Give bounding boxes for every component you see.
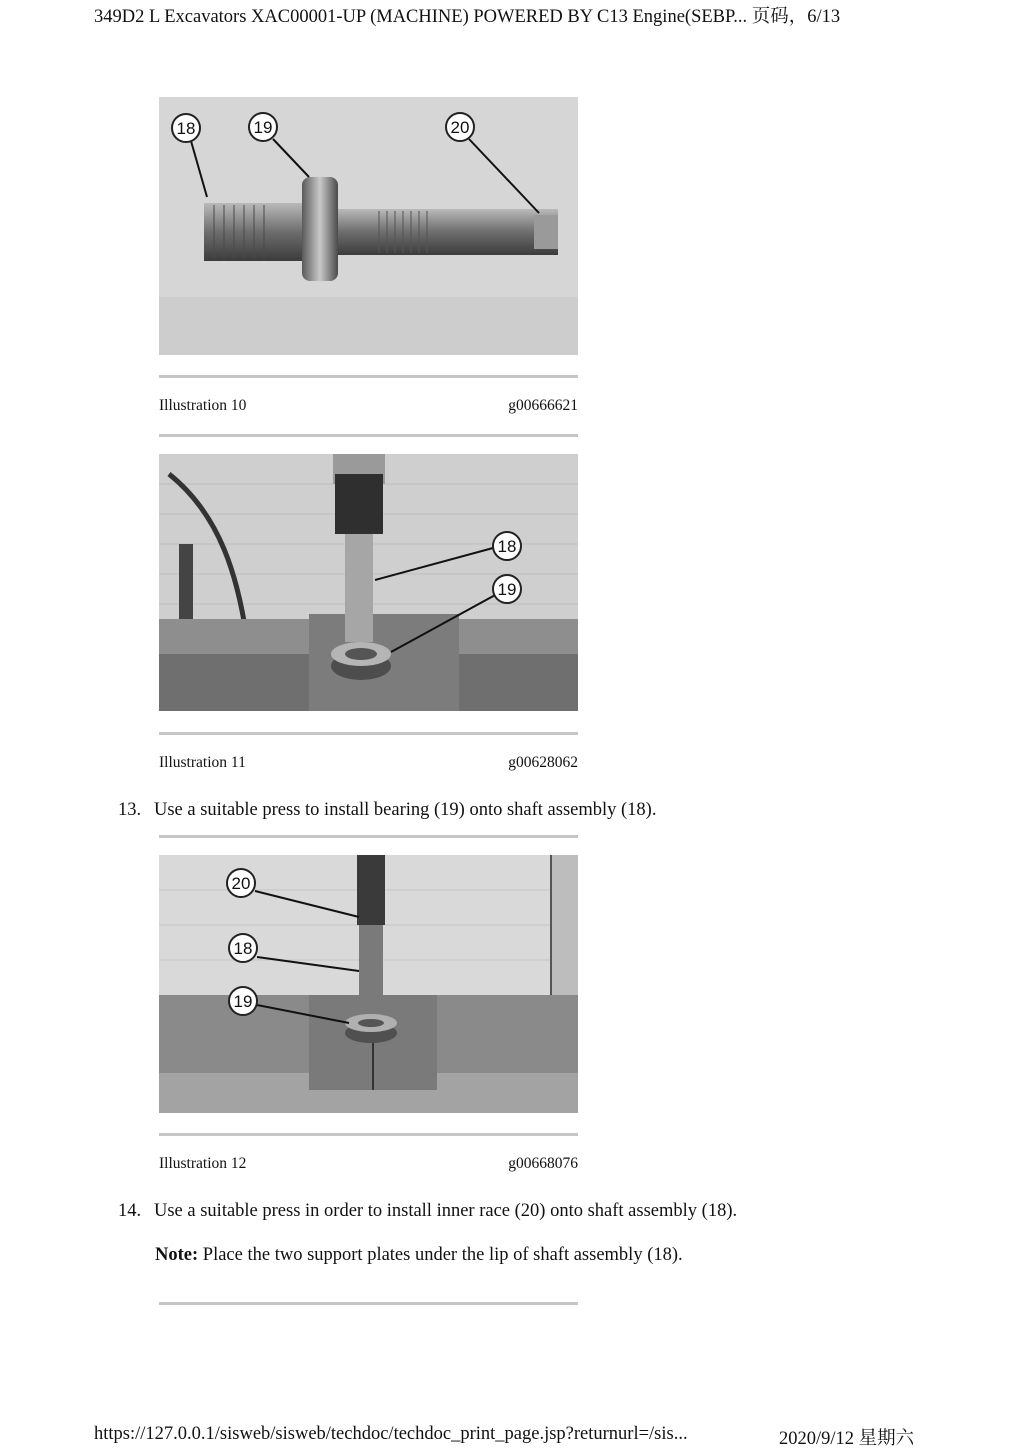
page-header-title: 349D2 L Excavators XAC00001-UP (MACHINE) POWERED BY C13 Engine(SEBP... 页码，6/13 [94, 7, 841, 27]
callout-18 [493, 532, 521, 560]
step-13 [118, 800, 978, 821]
svg-text:20: 20 [450, 118, 470, 137]
svg-text:19: 19 [497, 580, 517, 599]
caption-label: Illustration 12 [159, 1155, 247, 1172]
caption-label: Illustration 11 [159, 754, 246, 771]
caption-id: g00666621 [508, 397, 578, 414]
step-text: Use a suitable press in order to install inner race (20) onto shaft assembly (18). [154, 1201, 738, 1221]
callout-18 [229, 934, 257, 962]
note-label: Note: [155, 1245, 199, 1265]
note [155, 1245, 975, 1266]
footer-url: https://127.0.0.1/sisweb/sisweb/techdoc/techdoc_print_page.jsp?returnurl=/sis... [94, 1424, 688, 1444]
section-rule [159, 1302, 578, 1305]
svg-text:20: 20 [231, 874, 251, 893]
callout-19 [229, 987, 257, 1015]
svg-text:18: 18 [497, 537, 517, 556]
illustration-12-photo [159, 855, 578, 1113]
caption-rule-top [159, 1133, 578, 1136]
callout-19 [249, 113, 277, 141]
illustration-10-photo [159, 97, 578, 355]
caption-rule-top [159, 732, 578, 735]
step-number: 14. [118, 1201, 142, 1221]
svg-text:18: 18 [233, 939, 253, 958]
callout-18 [172, 114, 200, 142]
callout-20 [227, 869, 255, 897]
note-text: Place the two support plates under the lip of shaft assembly (18). [198, 1245, 683, 1265]
footer-date: 2020/9/12 星期六 [779, 1429, 915, 1449]
callout-19 [493, 575, 521, 603]
step-number: 13. [118, 800, 142, 820]
page-footer [94, 1424, 994, 1448]
illustration-11-photo [159, 454, 578, 711]
caption-id: g00628062 [508, 754, 578, 771]
step-text: Use a suitable press to install bearing (19) onto shaft assembly (18). [154, 800, 657, 820]
svg-text:19: 19 [253, 118, 273, 137]
illustration-11-caption [159, 754, 578, 774]
caption-rule-bottom [159, 434, 578, 437]
figure-rule-top [159, 835, 578, 838]
illustration-10-caption [159, 397, 578, 417]
page-header [94, 2, 994, 28]
illustration-12-caption [159, 1155, 578, 1175]
step-14 [118, 1201, 978, 1222]
caption-rule-top [159, 375, 578, 378]
caption-label: Illustration 10 [159, 397, 247, 414]
callout-20 [446, 113, 474, 141]
svg-text:19: 19 [233, 992, 253, 1011]
svg-text:18: 18 [176, 119, 196, 138]
caption-id: g00668076 [508, 1155, 578, 1172]
